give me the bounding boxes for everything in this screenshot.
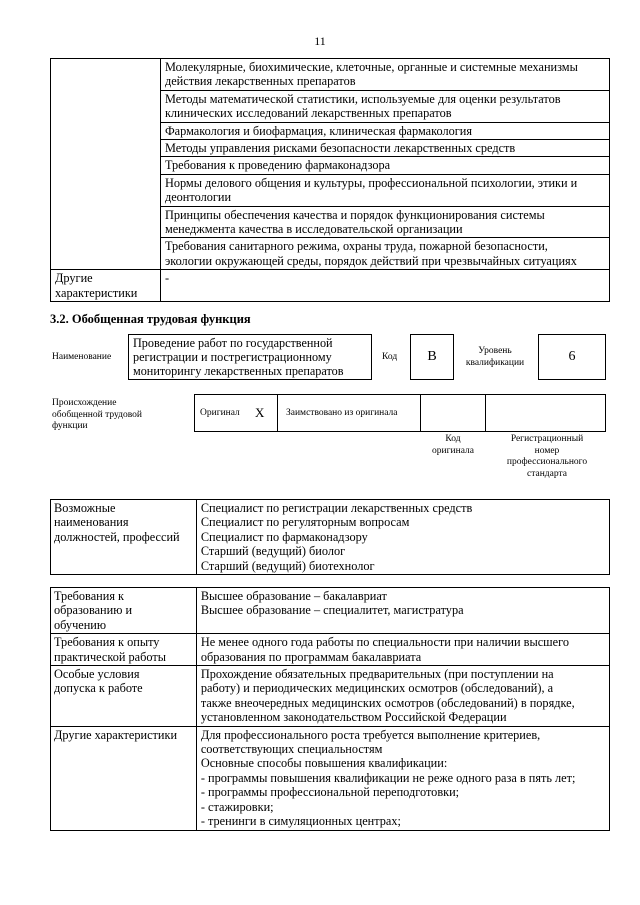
code-label: Код [382, 352, 398, 362]
table-cell: Методы математической статистики, используемые для оценки результатов клинических исследований лекарственных препаратов [160, 90, 609, 122]
gtf-name-box: Проведение работ по государственной регистрации и пострегистрационному мониторингу лекарственных препаратов [128, 334, 372, 380]
table-row [51, 588, 610, 634]
level-box: 6 [538, 334, 606, 380]
table-cell: Методы управления рисками безопасности лекарственных средств [160, 140, 609, 157]
table-cell: Нормы делового общения и культуры, профессиональной психологии, этики и деонтологии [160, 174, 609, 206]
list-item: Старший (ведущий) биолог [200, 544, 346, 559]
requirement-value: Для профессионального роста требуется выполнение критериев, соответствующих специальностям Основные способы повышения квалификации: - программы повышения квалификации не реже одного раза в пять лет; - программы профессиональной переподготовки; - стажировки; - тренинги в симуляционных центрах; [196, 726, 609, 830]
positions-table [50, 499, 610, 575]
original-label: Оригинал [200, 408, 240, 418]
requirement-value: Не менее одного года работы по специальности при наличии высшего образования по программам бакалавриата [196, 634, 609, 666]
requirements-table [50, 587, 610, 831]
table-cell: Фармакология и биофармация, клиническая фармакология [160, 122, 609, 139]
requirement-label: Требования к опыту практической работы [51, 634, 197, 666]
table-cell: Требования к проведению фармаконадзора [160, 157, 609, 174]
positions-label: Возможные наименования должностей, профессий [51, 500, 197, 575]
positions-list [196, 500, 609, 575]
table-cell: - [160, 270, 609, 302]
table-row [51, 59, 610, 91]
level-label: Уровень квалификации [465, 346, 525, 368]
requirement-value: Высшее образование – бакалавриат Высшее образование – специалитет, магистратура [196, 588, 609, 634]
table-row [51, 500, 610, 575]
origin-label: Происхождение обобщенной трудовой функции [52, 398, 142, 431]
table-row [51, 726, 610, 830]
list-item: Специалист по регистрации лекарственных средств [200, 501, 473, 515]
code-box: B [410, 334, 454, 380]
table-cell: Принципы обеспечения качества и порядок функционирования системы менеджмента качества в исследовательской организации [160, 206, 609, 238]
reg-number-label: Регистрационный номер профессионального стандарта [506, 434, 588, 479]
table-label-cell: Другие характеристики [51, 270, 161, 302]
list-item: Старший (ведущий) биотехнолог [200, 558, 375, 573]
section-title: 3.2. Обобщенная трудовая функция [50, 312, 251, 326]
name-label: Наименование [52, 352, 112, 362]
origin-box [194, 394, 606, 432]
original-mark: X [255, 405, 265, 420]
table-row [51, 634, 610, 666]
requirement-label: Другие характеристики [51, 726, 197, 830]
requirement-label: Особые условия допуска к работе [51, 666, 197, 727]
borrowed-label: Заимствовано из оригинала [286, 408, 398, 418]
requirement-value: Прохождение обязательных предварительных (при поступлении на работу) и периодических медицинских осмотров (обследований), а также внеочередных медицинских осмотров (обследований) в порядке, установленном законодательством Российской Федерации [196, 666, 609, 727]
table-cell: Молекулярные, биохимические, клеточные, органные и системные механизмы действия лекарственных препаратов [160, 59, 609, 91]
table-row [51, 666, 610, 727]
table-row [51, 270, 610, 302]
knowledge-table [50, 58, 610, 302]
list-item: Специалист по регуляторным вопросам [200, 515, 410, 530]
table-left-cell [51, 59, 161, 270]
list-item: Специалист по фармаконадзору [200, 529, 368, 544]
code-original-label: Код оригинала [432, 434, 474, 456]
table-cell: Требования санитарного режима, охраны труда, пожарной безопасности, экологии окружающей среды, порядок действий при чрезвычайных ситуациях [160, 238, 609, 270]
requirement-label: Требования к образованию и обучению [51, 588, 197, 634]
page-number: 11 [314, 34, 326, 48]
